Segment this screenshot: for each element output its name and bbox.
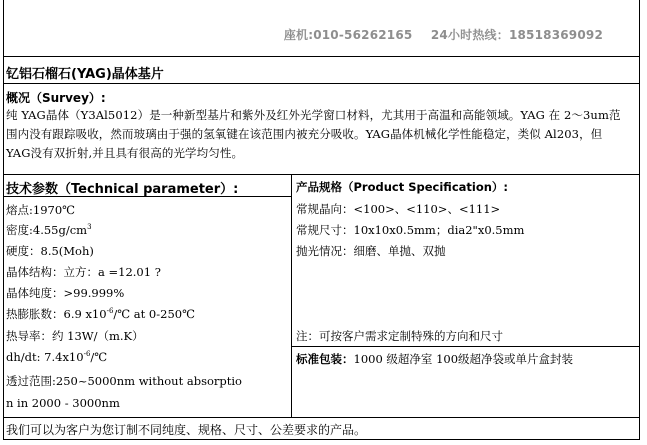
spec-package [296,351,573,367]
survey-heading: 概况（Survey）: [6,91,106,105]
melting-point: 熔点:1970℃ [6,203,76,217]
phone-number: 座机:010-56262165 [283,28,413,42]
package-label: 标准包装： [296,352,354,366]
hotline-number: 24小时热线：18518369092 [430,28,603,42]
spec-note: 注：可按客户需求定制特殊的方向和尺寸 [296,329,503,343]
dndt-unit: /℃ [90,350,108,364]
rule-footer [3,417,640,418]
spec-polishing: 抛光情况：细磨、单抛、双抛 [296,244,446,258]
crystal-structure: 晶体结构：立方：a =12.01 ? [6,265,161,279]
dndt-exponent: -6 [83,350,91,358]
technical-heading: 技术参数（Technical parameter）: [6,182,239,197]
survey-paragraph: 纯 YAG晶体（Y3Al5012）是一种新型基片和紫外及红外光学窗口材料，尤其用于高温和高能领域。YAG 在 2～3um范围内没有跟踪吸收，然而玻璃由于强的氢氧键在该范围内被充分吸收。YAG晶体机械化学性能稳定，类似 Al203，但 YAG没有双折射,并且具有很高的光学均匀性。 [6,108,621,160]
rule-survey [3,174,640,175]
density-value: 密度:4.55g/cm [6,223,88,237]
product-title: 钇铝石榴石(YAG)晶体基片 [6,67,164,82]
expansion-exponent: -6 [106,307,114,315]
expansion-range: /℃ at 0-250℃ [113,307,195,321]
crystal-purity: 晶体纯度：>99.999% [6,286,125,300]
rule-note [291,346,640,347]
column-divider [291,174,292,417]
thermal-conductivity: 热导率：约 13W/（m.K） [6,329,144,343]
spec-size: 常规尺寸：10x10x0.5mm；dia2"x0.5mm [296,223,525,237]
density [6,222,92,238]
rule-title [3,83,640,84]
spec-heading: 产品规格（Product Specification）: [296,180,509,194]
package-value: 1000 级超净室 100级超净袋或单片盒封装 [353,352,574,366]
density-exponent: 3 [87,223,92,231]
transmission-range-line-1: 透过范围:250~5000nm without absorptio [6,374,242,388]
thermal-expansion [6,306,195,322]
expansion-value: 热膨胀数：6.9 x10 [6,307,107,321]
spec-orientation: 常规晶向：<100>、<110>、<111> [296,202,501,216]
rule-top [3,56,640,57]
footer-note: 我们可以为客户为您订制不同纯度、规格、尺寸、公差要求的产品。 [6,423,367,437]
transmission-range-line-2: n in 2000 - 3000nm [6,396,120,410]
hardness: 硬度：8.5(Moh) [6,244,94,258]
dn-dt [6,350,107,364]
dndt-value: dh/dt: 7.4x10 [6,350,84,364]
